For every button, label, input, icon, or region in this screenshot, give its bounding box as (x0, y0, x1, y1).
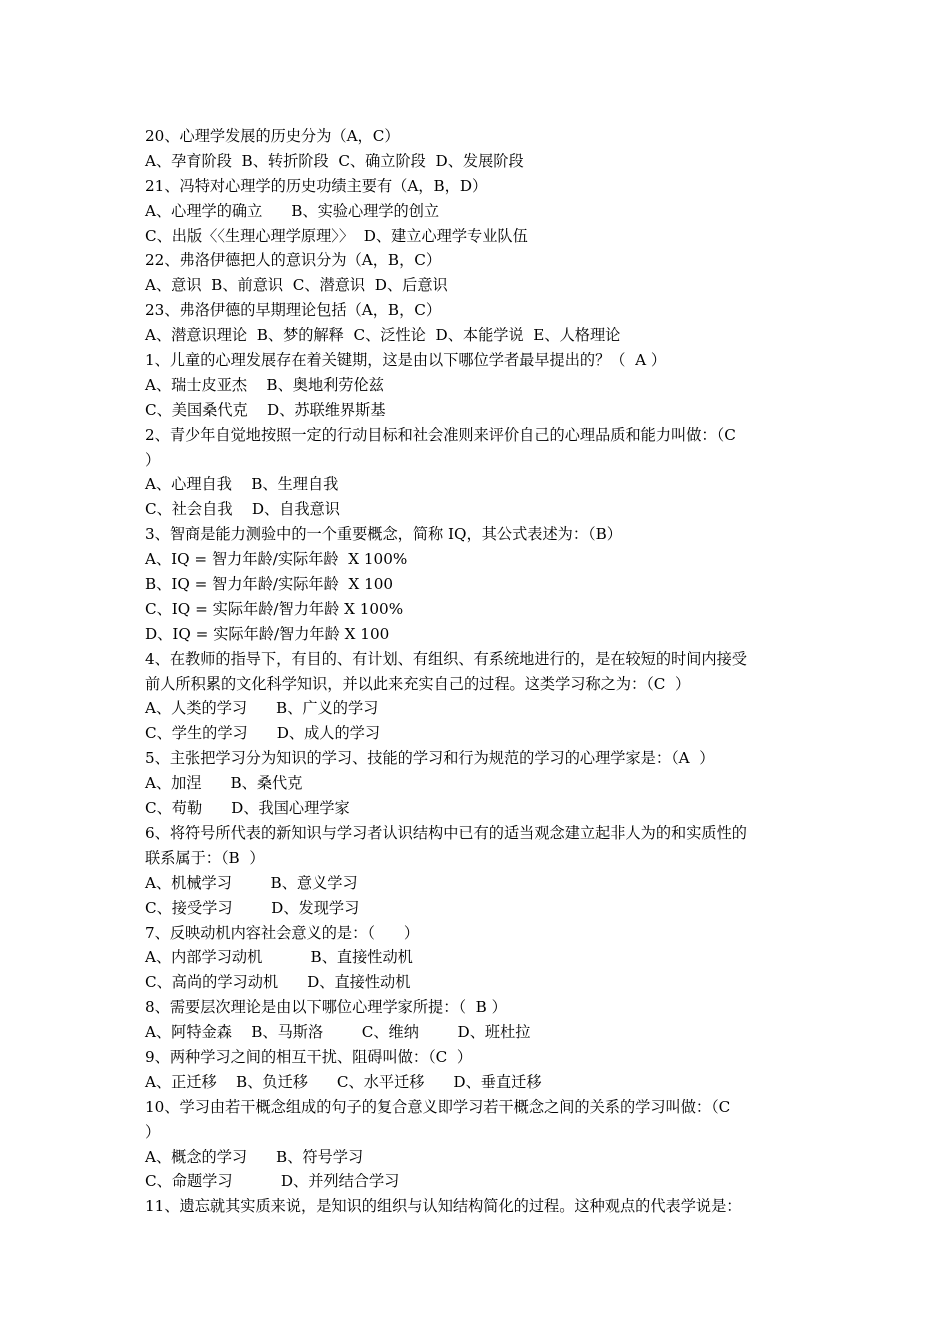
text-line: 10、学习由若干概念组成的句子的复合意义即学习若干概念之间的关系的学习叫做：（C (145, 1097, 731, 1116)
text-line: 4、在教师的指导下，有目的、有计划、有组织、有系统地进行的，是在较短的时间内接受 (145, 649, 747, 668)
text-line: 21、冯特对心理学的历史功绩主要有（A，B，D） (145, 176, 488, 195)
text-line: A、孕育阶段 B、转折阶段 C、确立阶段 D、发展阶段 (145, 151, 524, 170)
text-line: 5、主张把学习分为知识的学习、技能的学习和行为规范的学习的心理学家是：（A ） (145, 749, 715, 768)
text-line: A、瑞士皮亚杰 B、奥地利劳伦兹 (145, 375, 384, 394)
text-line: A、IQ = 智力年龄/实际年龄 X 100% (145, 550, 408, 569)
text-line: 8、需要层次理论是由以下哪位心理学家所提：（ B ） (145, 998, 507, 1017)
text-line: A、心理学的确立 B、实验心理学的创立 (145, 201, 440, 220)
text-line: A、人类的学习 B、广义的学习 (145, 699, 379, 718)
text-line: 11、遗忘就其实质来说，是知识的组织与认知结构简化的过程。这种观点的代表学说是： (145, 1197, 742, 1216)
text-line: 20、心理学发展的历史分为（A，C） (145, 127, 400, 145)
text-line: C、IQ = 实际年龄/智力年龄 X 100% (145, 599, 404, 618)
text-line: 1、儿童的心理发展存在着关键期，这是由以下哪位学者最早提出的？（ A ） (145, 351, 667, 370)
text-line: 22、弗洛伊德把人的意识分为（A，B，C） (145, 251, 442, 270)
text-line: 9、两种学习之间的相互干扰、阻碍叫做：（C ） (145, 1047, 473, 1066)
text-line: 6、将符号所代表的新知识与学习者认识结构中已有的适当观念建立起非人为的和实质性的 (145, 823, 747, 842)
text-line: A、意识 B、前意识 C、潜意识 D、后意识 (145, 276, 448, 295)
text-line: C、命题学习 D、并列结合学习 (145, 1172, 400, 1191)
document-body (145, 124, 815, 1219)
text-line: A、加涅 B、桑代克 (145, 774, 303, 793)
text-line: C、学生的学习 D、成人的学习 (145, 724, 381, 743)
text-line: ） (145, 450, 161, 469)
text-line: B、IQ = 智力年龄/实际年龄 X 100 (145, 575, 394, 594)
text-line: C、苟勒 D、我国心理学家 (145, 799, 350, 818)
text-line: 联系属于：（B ） (145, 848, 265, 867)
text-line: A、潜意识理论 B、梦的解释 C、泛性论 D、本能学说 E、人格理论 (145, 326, 621, 345)
text-line: 2、青少年自觉地按照一定的行动目标和社会准则来评价自己的心理品质和能力叫做：（C (145, 425, 736, 444)
text-line: 3、智商是能力测验中的一个重要概念，简称 IQ，其公式表述为：（B） (145, 525, 622, 544)
text-line: C、出版〈〈生理心理学原理〉〉 D、建立心理学专业队伍 (145, 226, 528, 245)
text-line: C、高尚的学习动机 D、直接性动机 (145, 973, 411, 992)
text-line: ） (145, 1122, 161, 1141)
text-line: C、美国桑代克 D、苏联维界斯基 (145, 400, 386, 419)
text-line: A、机械学习 B、意义学习 (145, 873, 358, 892)
text-line: D、IQ = 实际年龄/智力年龄 X 100 (145, 624, 390, 643)
text-line: A、概念的学习 B、符号学习 (145, 1147, 364, 1166)
text-line: A、内部学习动机 B、直接性动机 (145, 948, 413, 967)
text-line: 7、反映动机内容社会意义的是：（ ） (145, 923, 420, 942)
text-line: 23、弗洛伊德的早期理论包括（A，B，C） (145, 301, 442, 320)
text-line: 前人所积累的文化科学知识，并以此来充实自己的过程。这类学习称之为：（C ） (145, 674, 691, 693)
text-line: C、接受学习 D、发现学习 (145, 898, 360, 917)
text-line: A、正迁移 B、负迁移 C、水平迁移 D、垂直迁移 (145, 1072, 542, 1091)
text-line: A、心理自我 B、生理自我 (145, 475, 339, 494)
text-line: C、社会自我 D、自我意识 (145, 500, 340, 519)
text-line: A、阿特金森 B、马斯洛 C、维纳 D、班杜拉 (145, 1023, 531, 1042)
